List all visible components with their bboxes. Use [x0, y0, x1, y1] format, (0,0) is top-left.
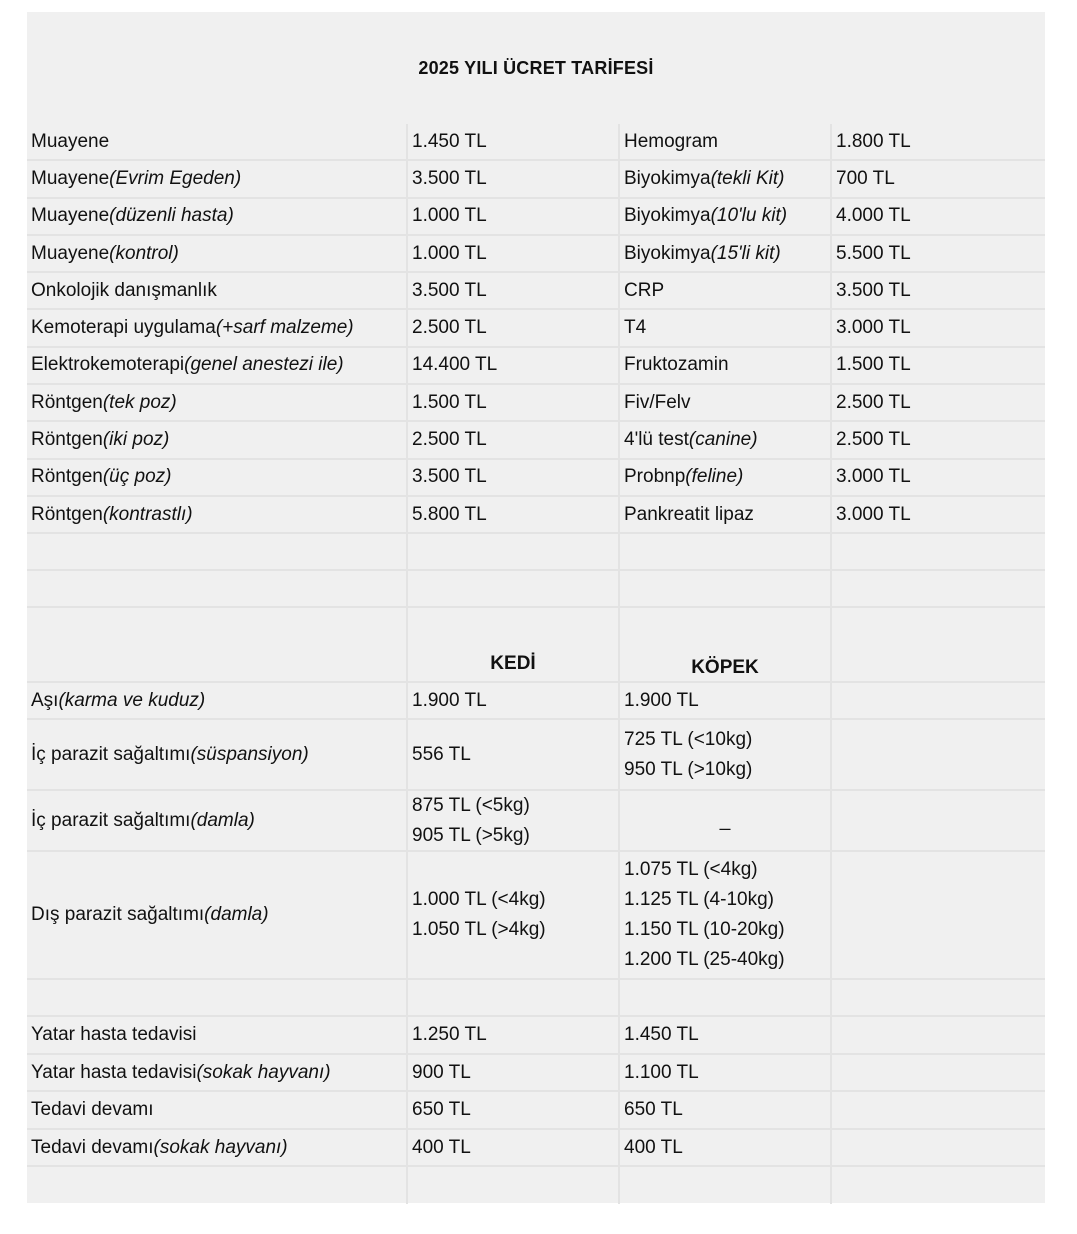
lab-test-price: 1.500 TL	[836, 354, 911, 376]
service-price: 3.500 TL	[408, 273, 620, 308]
cat-price	[408, 683, 620, 718]
parasite-row	[27, 852, 1045, 980]
treatment-section	[27, 1017, 1045, 1167]
service-name	[27, 161, 408, 196]
service-name-note: (tek poz)	[102, 391, 177, 413]
service-price: 3.500 TL	[408, 460, 620, 495]
empty-cell	[832, 791, 1045, 850]
price-grid	[27, 124, 1045, 1204]
service-name-note: (damla)	[190, 809, 255, 831]
dog-price: 650 TL	[620, 1092, 832, 1128]
dog-price-line: 1.125 TL (4-10kg)	[624, 889, 774, 911]
lab-test-name	[620, 124, 832, 159]
empty-cell	[832, 1055, 1045, 1091]
tariff-row	[27, 348, 1045, 385]
dog-price-line: 950 TL (>10kg)	[624, 758, 753, 780]
dog-price	[620, 791, 832, 850]
dog-price-line: 1.150 TL (10-20kg)	[624, 919, 785, 941]
lab-test-name	[620, 385, 832, 420]
lab-test-name-text: Biyokimya	[624, 242, 711, 264]
service-name-text: Yatar hasta tedavisi	[31, 1061, 197, 1083]
service-name-note: (sokak hayvanı)	[196, 1061, 331, 1083]
service-name	[27, 1092, 408, 1128]
service-name-note: (sokak hayvanı)	[153, 1136, 288, 1158]
lab-test-name	[620, 199, 832, 234]
tariff-row	[27, 199, 1045, 236]
service-name-text: Röntgen	[31, 503, 103, 525]
cat-column-header: KEDİ	[408, 608, 620, 681]
service-name-note: (süspansiyon)	[190, 743, 309, 765]
service-name-note: (karma ve kuduz)	[58, 689, 206, 711]
service-name-note: (düzenli hasta)	[109, 205, 234, 227]
treatment-row	[27, 1017, 1045, 1055]
lab-test-name	[620, 497, 832, 532]
dog-price-line: _	[719, 809, 731, 831]
tariff-row	[27, 161, 1045, 198]
service-name	[27, 497, 408, 532]
empty-cell	[832, 852, 1045, 978]
service-name-text: Tedavi devamı	[31, 1099, 154, 1121]
service-name-note: (iki poz)	[102, 429, 170, 451]
service-price: 3.500 TL	[408, 161, 620, 196]
treatment-row	[27, 1092, 1045, 1130]
service-name	[27, 124, 408, 159]
lab-test-name-text: Fiv/Felv	[624, 391, 691, 413]
service-price: 1.000 TL	[408, 199, 620, 234]
empty-row	[27, 571, 1045, 608]
lab-test-name	[620, 236, 832, 271]
service-name	[27, 422, 408, 457]
parasite-row	[27, 720, 1045, 791]
empty-cell	[832, 720, 1045, 789]
lab-test-price: 1.800 TL	[836, 130, 911, 152]
empty-row	[27, 1167, 1045, 1204]
lab-test-name-note: (15'li kit)	[710, 242, 781, 264]
species-header-row	[27, 608, 1045, 683]
cat-price: 400 TL	[408, 1130, 620, 1166]
service-name-text: Röntgen	[31, 429, 103, 451]
service-name	[27, 310, 408, 345]
service-name-text: Aşı	[31, 689, 59, 711]
cat-price: 900 TL	[408, 1055, 620, 1091]
empty-cell	[832, 1130, 1045, 1166]
service-name-text: Röntgen	[31, 466, 103, 488]
service-name-note: (kontrol)	[109, 242, 179, 264]
service-price: 5.800 TL	[408, 497, 620, 532]
lab-test-price: 3.000 TL	[836, 317, 911, 339]
tariff-row	[27, 497, 1045, 534]
cat-price-line: 1.050 TL (>4kg)	[412, 919, 546, 941]
parasite-row	[27, 683, 1045, 720]
service-name	[27, 683, 408, 718]
tariff-section	[27, 124, 1045, 534]
service-name-text: Muayene	[31, 242, 110, 264]
cat-price	[408, 791, 620, 850]
service-name-text: Dış parazit sağaltımı	[31, 904, 205, 926]
service-price: 2.500 TL	[408, 422, 620, 457]
dog-price-line: 725 TL (<10kg)	[624, 728, 753, 750]
lab-test-name-text: Fruktozamin	[624, 354, 729, 376]
dog-price-line: 1.200 TL (25-40kg)	[624, 949, 785, 971]
service-name	[27, 720, 408, 789]
service-name	[27, 348, 408, 383]
service-name-text: Muayene	[31, 167, 110, 189]
tariff-row	[27, 460, 1045, 497]
service-name	[27, 385, 408, 420]
lab-test-price: 3.000 TL	[836, 466, 911, 488]
lab-test-name	[620, 348, 832, 383]
service-name	[27, 1130, 408, 1166]
service-name-text: İç parazit sağaltımı	[31, 809, 191, 831]
lab-test-name-text: CRP	[624, 279, 665, 301]
empty-row	[27, 980, 1045, 1017]
tariff-row	[27, 422, 1045, 459]
cat-price-line: 875 TL (<5kg)	[412, 794, 530, 816]
dog-price	[620, 852, 832, 978]
service-price: 1.000 TL	[408, 236, 620, 271]
lab-test-price: 3.500 TL	[836, 279, 911, 301]
lab-test-price: 700 TL	[836, 167, 895, 189]
service-name-note: (kontrastlı)	[102, 503, 193, 525]
tariff-row	[27, 124, 1045, 161]
cat-price-line: 905 TL (>5kg)	[412, 824, 530, 846]
lab-test-name	[620, 460, 832, 495]
lab-test-name-note: (canine)	[688, 429, 758, 451]
service-name-text: Onkolojik danışmanlık	[31, 279, 217, 301]
lab-test-name-note: (tekli Kit)	[710, 167, 785, 189]
service-name	[27, 852, 408, 978]
service-price: 1.500 TL	[408, 385, 620, 420]
lab-test-name-text: 4'lü test	[624, 429, 689, 451]
lab-test-name-text: Biyokimya	[624, 167, 711, 189]
lab-test-price: 3.000 TL	[836, 503, 911, 525]
parasite-section	[27, 683, 1045, 980]
dog-column-header: KÖPEK	[620, 608, 832, 681]
empty-row	[27, 534, 1045, 571]
tariff-row	[27, 385, 1045, 422]
lab-test-name-text: Biyokimya	[624, 205, 711, 227]
service-name-text: Kemoterapi uygulama	[31, 317, 216, 339]
service-price: 1.450 TL	[408, 124, 620, 159]
lab-test-name-note: (feline)	[685, 466, 744, 488]
lab-test-name	[620, 273, 832, 308]
tariff-row	[27, 310, 1045, 347]
cat-price-line: 1.900 TL	[412, 689, 487, 711]
dog-price-line: 1.900 TL	[624, 689, 699, 711]
service-name-note: (üç poz)	[102, 466, 172, 488]
price-sheet	[27, 12, 1045, 1203]
service-name-note: (+sarf malzeme)	[215, 317, 354, 339]
service-name-text: Yatar hasta tedavisi	[31, 1024, 197, 1046]
lab-test-name-text: Probnp	[624, 466, 686, 488]
lab-test-name-note: (10'lu kit)	[710, 205, 788, 227]
parasite-row	[27, 791, 1045, 852]
service-name	[27, 199, 408, 234]
dog-price-line: 1.075 TL (<4kg)	[624, 859, 758, 881]
dog-price: 1.100 TL	[620, 1055, 832, 1091]
lab-test-name	[620, 161, 832, 196]
cat-price-line: 556 TL	[412, 743, 471, 765]
lab-test-price: 4.000 TL	[836, 205, 911, 227]
service-name-text: Elektrokemoterapi	[31, 354, 185, 376]
empty-cell	[832, 1092, 1045, 1128]
lab-test-name-text: Pankreatit lipaz	[624, 503, 754, 525]
service-name	[27, 460, 408, 495]
cat-price: 1.250 TL	[408, 1017, 620, 1053]
lab-test-price: 2.500 TL	[836, 391, 911, 413]
empty-cell	[832, 683, 1045, 718]
tariff-row	[27, 236, 1045, 273]
lab-test-price: 2.500 TL	[836, 429, 911, 451]
service-name-text: Muayene	[31, 130, 110, 152]
service-name-note: (genel anestezi ile)	[184, 354, 344, 376]
dog-price	[620, 720, 832, 789]
service-name	[27, 791, 408, 850]
empty-cell	[832, 1017, 1045, 1053]
dog-price: 1.450 TL	[620, 1017, 832, 1053]
lab-test-price: 5.500 TL	[836, 242, 911, 264]
service-price: 14.400 TL	[408, 348, 620, 383]
lab-test-name	[620, 310, 832, 345]
dog-price: 400 TL	[620, 1130, 832, 1166]
cat-price	[408, 720, 620, 789]
service-name	[27, 273, 408, 308]
page-title: 2025 YILI ÜCRET TARİFESİ	[418, 57, 654, 78]
treatment-row	[27, 1130, 1045, 1168]
lab-test-name-text: Hemogram	[624, 130, 718, 152]
service-name-note: (damla)	[204, 904, 269, 926]
dog-price	[620, 683, 832, 718]
service-name-text: İç parazit sağaltımı	[31, 743, 191, 765]
service-name	[27, 1055, 408, 1091]
lab-test-name	[620, 422, 832, 457]
cat-price	[408, 852, 620, 978]
service-price: 2.500 TL	[408, 310, 620, 345]
service-name	[27, 236, 408, 271]
service-name-note: (Evrim Egeden)	[109, 167, 242, 189]
tariff-row	[27, 273, 1045, 310]
service-name-text: Muayene	[31, 205, 110, 227]
cat-price: 650 TL	[408, 1092, 620, 1128]
cat-price-line: 1.000 TL (<4kg)	[412, 889, 546, 911]
service-name-text: Röntgen	[31, 391, 103, 413]
treatment-row	[27, 1055, 1045, 1093]
lab-test-name-text: T4	[624, 317, 647, 339]
service-name	[27, 1017, 408, 1053]
service-name-text: Tedavi devamı	[31, 1136, 154, 1158]
